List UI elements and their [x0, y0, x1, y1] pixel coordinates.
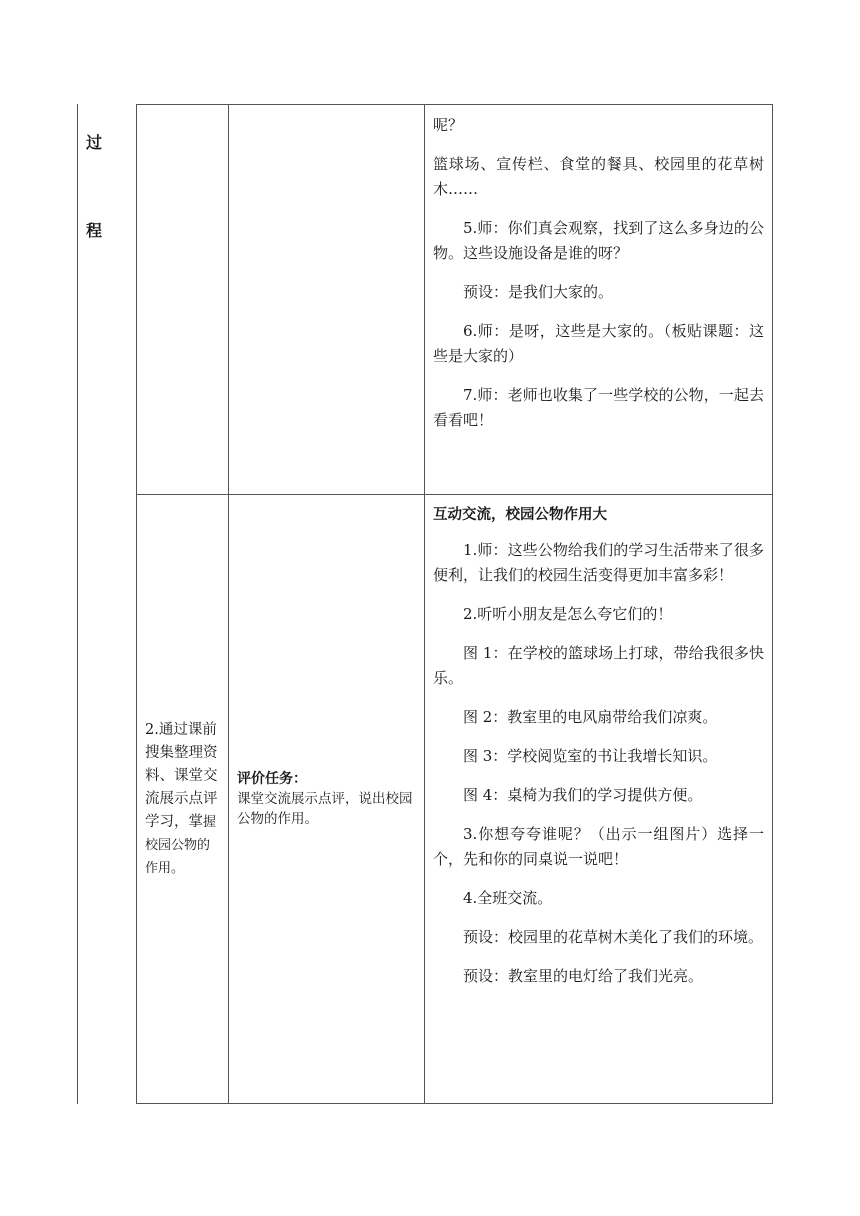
paragraph: 5.师：你们真会观察，找到了这么多身边的公物。这些设施设备是谁的呀？: [433, 219, 764, 262]
lesson-plan-table: [136, 104, 773, 1104]
eval-cell-empty: [229, 105, 425, 495]
paragraph: 1.师：这些公物给我们的学习生活带来了很多便利，让我们的校园生活变得更加丰富多彩！: [433, 541, 764, 584]
learning-goal: [137, 719, 228, 880]
paragraph: 6.师：是呀，这些是大家的。（板贴课题：这 些是大家的）: [433, 322, 764, 365]
paragraph: 图 3：学校阅览室的书让我增长知识。: [463, 747, 718, 765]
eval-title: 评价任务：: [237, 771, 307, 787]
stage-label-char-2: 程: [86, 221, 103, 240]
goal-text: 2.通过课前搜集整理资料、课堂交流展示点评学习，掌: [145, 721, 218, 830]
goal-cell-empty: [137, 105, 229, 495]
section-heading: 互动交流，校园公物作用大: [433, 507, 607, 523]
paragraph: 2.听听小朋友是怎么夸它们的！: [463, 605, 673, 623]
process-cell: [425, 105, 773, 495]
paragraph: 图 2：教室里的电风扇带给我们凉爽。: [463, 708, 718, 726]
process-cell: [425, 495, 773, 1104]
eval-cell: [229, 495, 425, 1104]
paragraph: 篮球场、宣传栏、食堂的餐具、校园里的花草树木……: [433, 155, 764, 198]
process-content: [425, 105, 772, 433]
paragraph: 4.全班交流。: [463, 889, 553, 907]
paragraph: 预设：教室里的电灯给了我们光亮。: [463, 967, 704, 985]
paragraph: 3.你想夸夸谁呢？（出示一组图片）选择一个，先和你的同桌说一说吧！: [433, 825, 764, 868]
process-content: [425, 495, 772, 989]
goal-cell: [137, 495, 229, 1104]
table-row: [137, 105, 773, 495]
paragraph: 7.师：老师也收集了一些学校的公物，一起去看看吧！: [433, 386, 764, 429]
goal-text-small: 握校园公物的作用。: [145, 814, 217, 876]
table-row: [137, 495, 773, 1104]
eval-body: 课堂交流展示点评，说出校园公物的作用。: [237, 791, 413, 827]
outer-margin-line: [77, 104, 78, 1104]
paragraph: 图 4：桌椅为我们的学习提供方便。: [463, 786, 703, 804]
paragraph: 呢？: [433, 116, 464, 134]
evaluation-task: [229, 769, 424, 829]
stage-label-char-1: 过: [86, 133, 103, 152]
paragraph: 预设：是我们大家的。: [463, 283, 614, 301]
paragraph: 预设：校园里的花草树木美化了我们的环境。: [463, 928, 764, 946]
paragraph: 图 1：在学校的篮球场上打球，带给我很多快乐。: [433, 644, 764, 687]
